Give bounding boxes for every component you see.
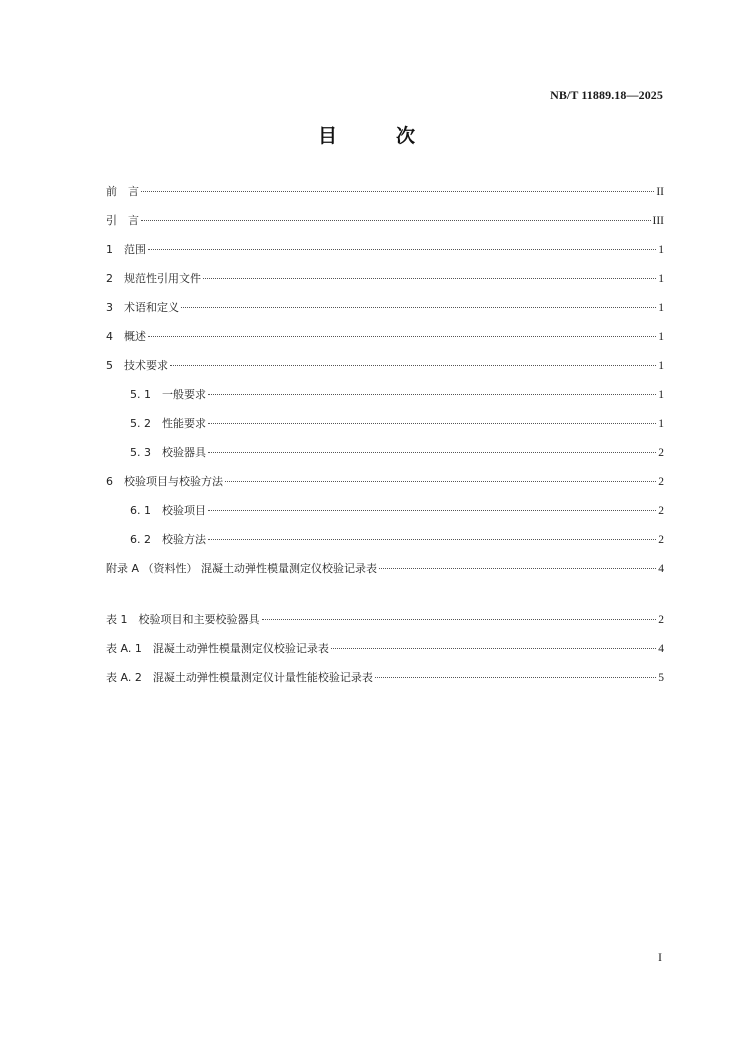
toc-entry[interactable] [106, 271, 664, 300]
dot-leader [170, 365, 656, 366]
toc-entry-page: 2 [658, 534, 664, 546]
toc-entry-label: 5. 3 校验器具 [130, 446, 206, 459]
toc-entry[interactable] [106, 329, 664, 358]
toc-entry-page: 1 [658, 360, 664, 372]
toc-entry-label: 附录 A （资料性） 混凝土动弹性模量测定仪校验记录表 [106, 562, 378, 575]
toc-entry[interactable] [106, 242, 664, 271]
toc-entry[interactable] [106, 503, 664, 532]
dot-leader [375, 677, 656, 678]
dot-leader [208, 539, 656, 540]
toc-entry[interactable] [106, 387, 664, 416]
toc-section-list [106, 184, 664, 590]
toc-entry[interactable] [106, 184, 664, 213]
dot-leader [148, 336, 656, 337]
toc-entry-page: 1 [658, 302, 664, 314]
toc-entry[interactable] [106, 358, 664, 387]
toc-entry-label: 前 言 [106, 185, 139, 198]
toc-entry-label: 表 1 校验项目和主要校验器具 [106, 613, 260, 626]
toc-entry-label: 6 校验项目与校验方法 [106, 475, 223, 488]
toc-entry[interactable] [106, 445, 664, 474]
table-of-contents [106, 184, 664, 699]
dot-leader [181, 307, 656, 308]
toc-entry[interactable] [106, 416, 664, 445]
toc-entry-page: 1 [658, 389, 664, 401]
toc-entry-page: 1 [658, 418, 664, 430]
toc-entry-label: 5. 1 一般要求 [130, 388, 206, 401]
toc-entry[interactable] [106, 532, 664, 561]
dot-leader [141, 191, 654, 192]
toc-entry[interactable] [106, 670, 664, 699]
dot-leader [379, 568, 656, 569]
dot-leader [203, 278, 656, 279]
toc-entry-page: 2 [658, 505, 664, 517]
dot-leader [148, 249, 656, 250]
toc-entry[interactable] [106, 213, 664, 242]
toc-entry-page: 1 [658, 273, 664, 285]
toc-entry-page: 2 [658, 614, 664, 626]
toc-entry-page: 1 [658, 244, 664, 256]
dot-leader [141, 220, 651, 221]
toc-entry-label: 4 概述 [106, 330, 146, 343]
toc-entry-label: 引 言 [106, 214, 139, 227]
toc-entry-label: 5. 2 性能要求 [130, 417, 206, 430]
toc-entry-label: 2 规范性引用文件 [106, 272, 201, 285]
toc-entry-page: II [656, 186, 664, 198]
dot-leader [208, 423, 656, 424]
toc-entry[interactable] [106, 474, 664, 503]
toc-entry-page: 4 [658, 643, 664, 655]
toc-entry[interactable] [106, 641, 664, 670]
toc-entry-page: 1 [658, 331, 664, 343]
toc-entry[interactable] [106, 612, 664, 641]
dot-leader [331, 648, 656, 649]
toc-entry-page: 4 [658, 563, 664, 575]
toc-entry-label: 表 A. 2 混凝土动弹性模量测定仪计量性能校验记录表 [106, 671, 373, 684]
dot-leader [208, 394, 656, 395]
toc-entry-page: 2 [658, 476, 664, 488]
toc-entry-label: 1 范围 [106, 243, 146, 256]
toc-entry-label: 3 术语和定义 [106, 301, 179, 314]
toc-entry-label: 5 技术要求 [106, 359, 168, 372]
dot-leader [225, 481, 656, 482]
toc-table-list [106, 612, 664, 699]
standard-code: NB/T 11889.18—2025 [550, 88, 663, 102]
toc-entry[interactable] [106, 561, 664, 590]
page-number: I [658, 950, 662, 964]
toc-entry-label: 6. 2 校验方法 [130, 533, 206, 546]
toc-entry-label: 表 A. 1 混凝土动弹性模量测定仪校验记录表 [106, 642, 329, 655]
toc-entry-page: 2 [658, 447, 664, 459]
page-title: 目 次 [317, 125, 435, 147]
toc-entry-label: 6. 1 校验项目 [130, 504, 206, 517]
dot-leader [208, 452, 656, 453]
toc-entry-page: III [652, 215, 664, 227]
dot-leader [262, 619, 657, 620]
dot-leader [208, 510, 656, 511]
section-spacer [106, 590, 664, 612]
toc-entry[interactable] [106, 300, 664, 329]
toc-entry-page: 5 [658, 672, 664, 684]
